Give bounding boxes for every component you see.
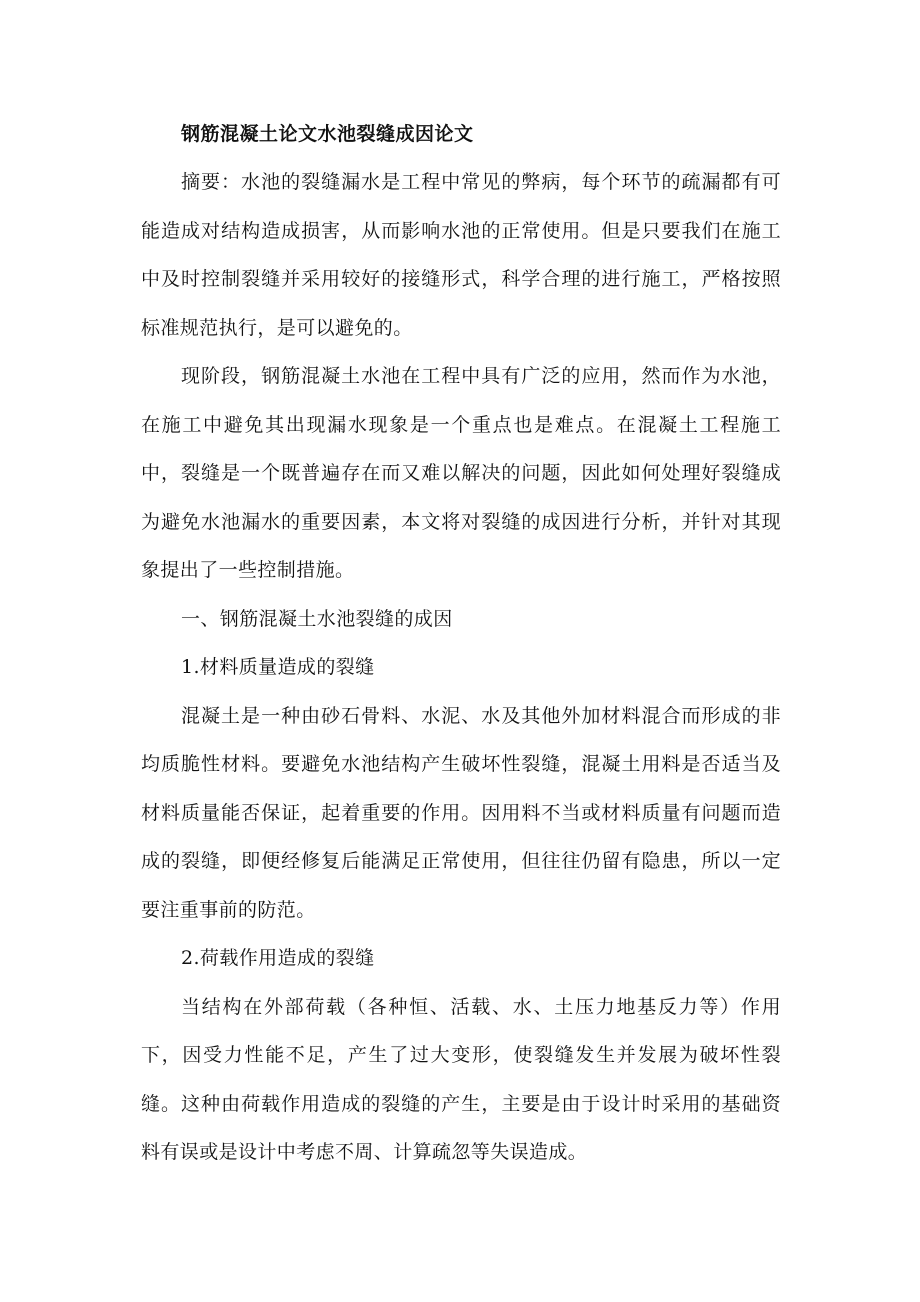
subsection-heading-load: 2.荷载作用造成的裂缝 <box>181 947 375 969</box>
intro-paragraph: 现阶段，钢筋混凝土水池在工程中具有广泛的应用，然而作为水池，在施工中避免其出现漏水现象是一个重点也是难点。在混凝土工程施工中，裂缝是一个既普遍存在而又难以解决的问题，因此如何处理好裂缝成为避免水池漏水的重要因素，本文将对裂缝的成因进行分析，并针对其现象提出了一些控制措施。 <box>141 365 781 581</box>
subsection-heading-material: 1.材料质量造成的裂缝 <box>181 656 375 678</box>
document-body <box>141 114 781 1177</box>
material-cracks-paragraph: 混凝土是一种由砂石骨料、水泥、水及其他外加材料混合而形成的非均质脆性材料。要避免水池结构产生破坏性裂缝，混凝土用料是否适当及材料质量能否保证，起着重要的作用。因用料不当或材料质量有问题而造成的裂缝，即便经修复后能满足正常使用，但往往仍留有隐患，所以一定要注重事前的防范。 <box>141 704 781 921</box>
document-title: 钢筋混凝土论文水池裂缝成因论文 <box>181 123 474 145</box>
load-cracks-paragraph: 当结构在外部荷载（各种恒、活载、水、土压力地基反力等）作用下，因受力性能不足，产生了过大变形，使裂缝发生并发展为破坏性裂缝。这种由荷载作用造成的裂缝的产生，主要是由于设计时采用的基础资料有误或是设计中考虑不周、计算疏忽等失误造成。 <box>141 995 781 1163</box>
section-heading-causes: 一、钢筋混凝土水池裂缝的成因 <box>181 607 453 630</box>
abstract-paragraph: 摘要：水池的裂缝漏水是工程中常见的弊病，每个环节的疏漏都有可能造成对结构造成损害，从而影响水池的正常使用。但是只要我们在施工中及时控制裂缝并采用较好的接缝形式，科学合理的进行施工，严格按照标准规范执行，是可以避免的。 <box>141 171 781 339</box>
